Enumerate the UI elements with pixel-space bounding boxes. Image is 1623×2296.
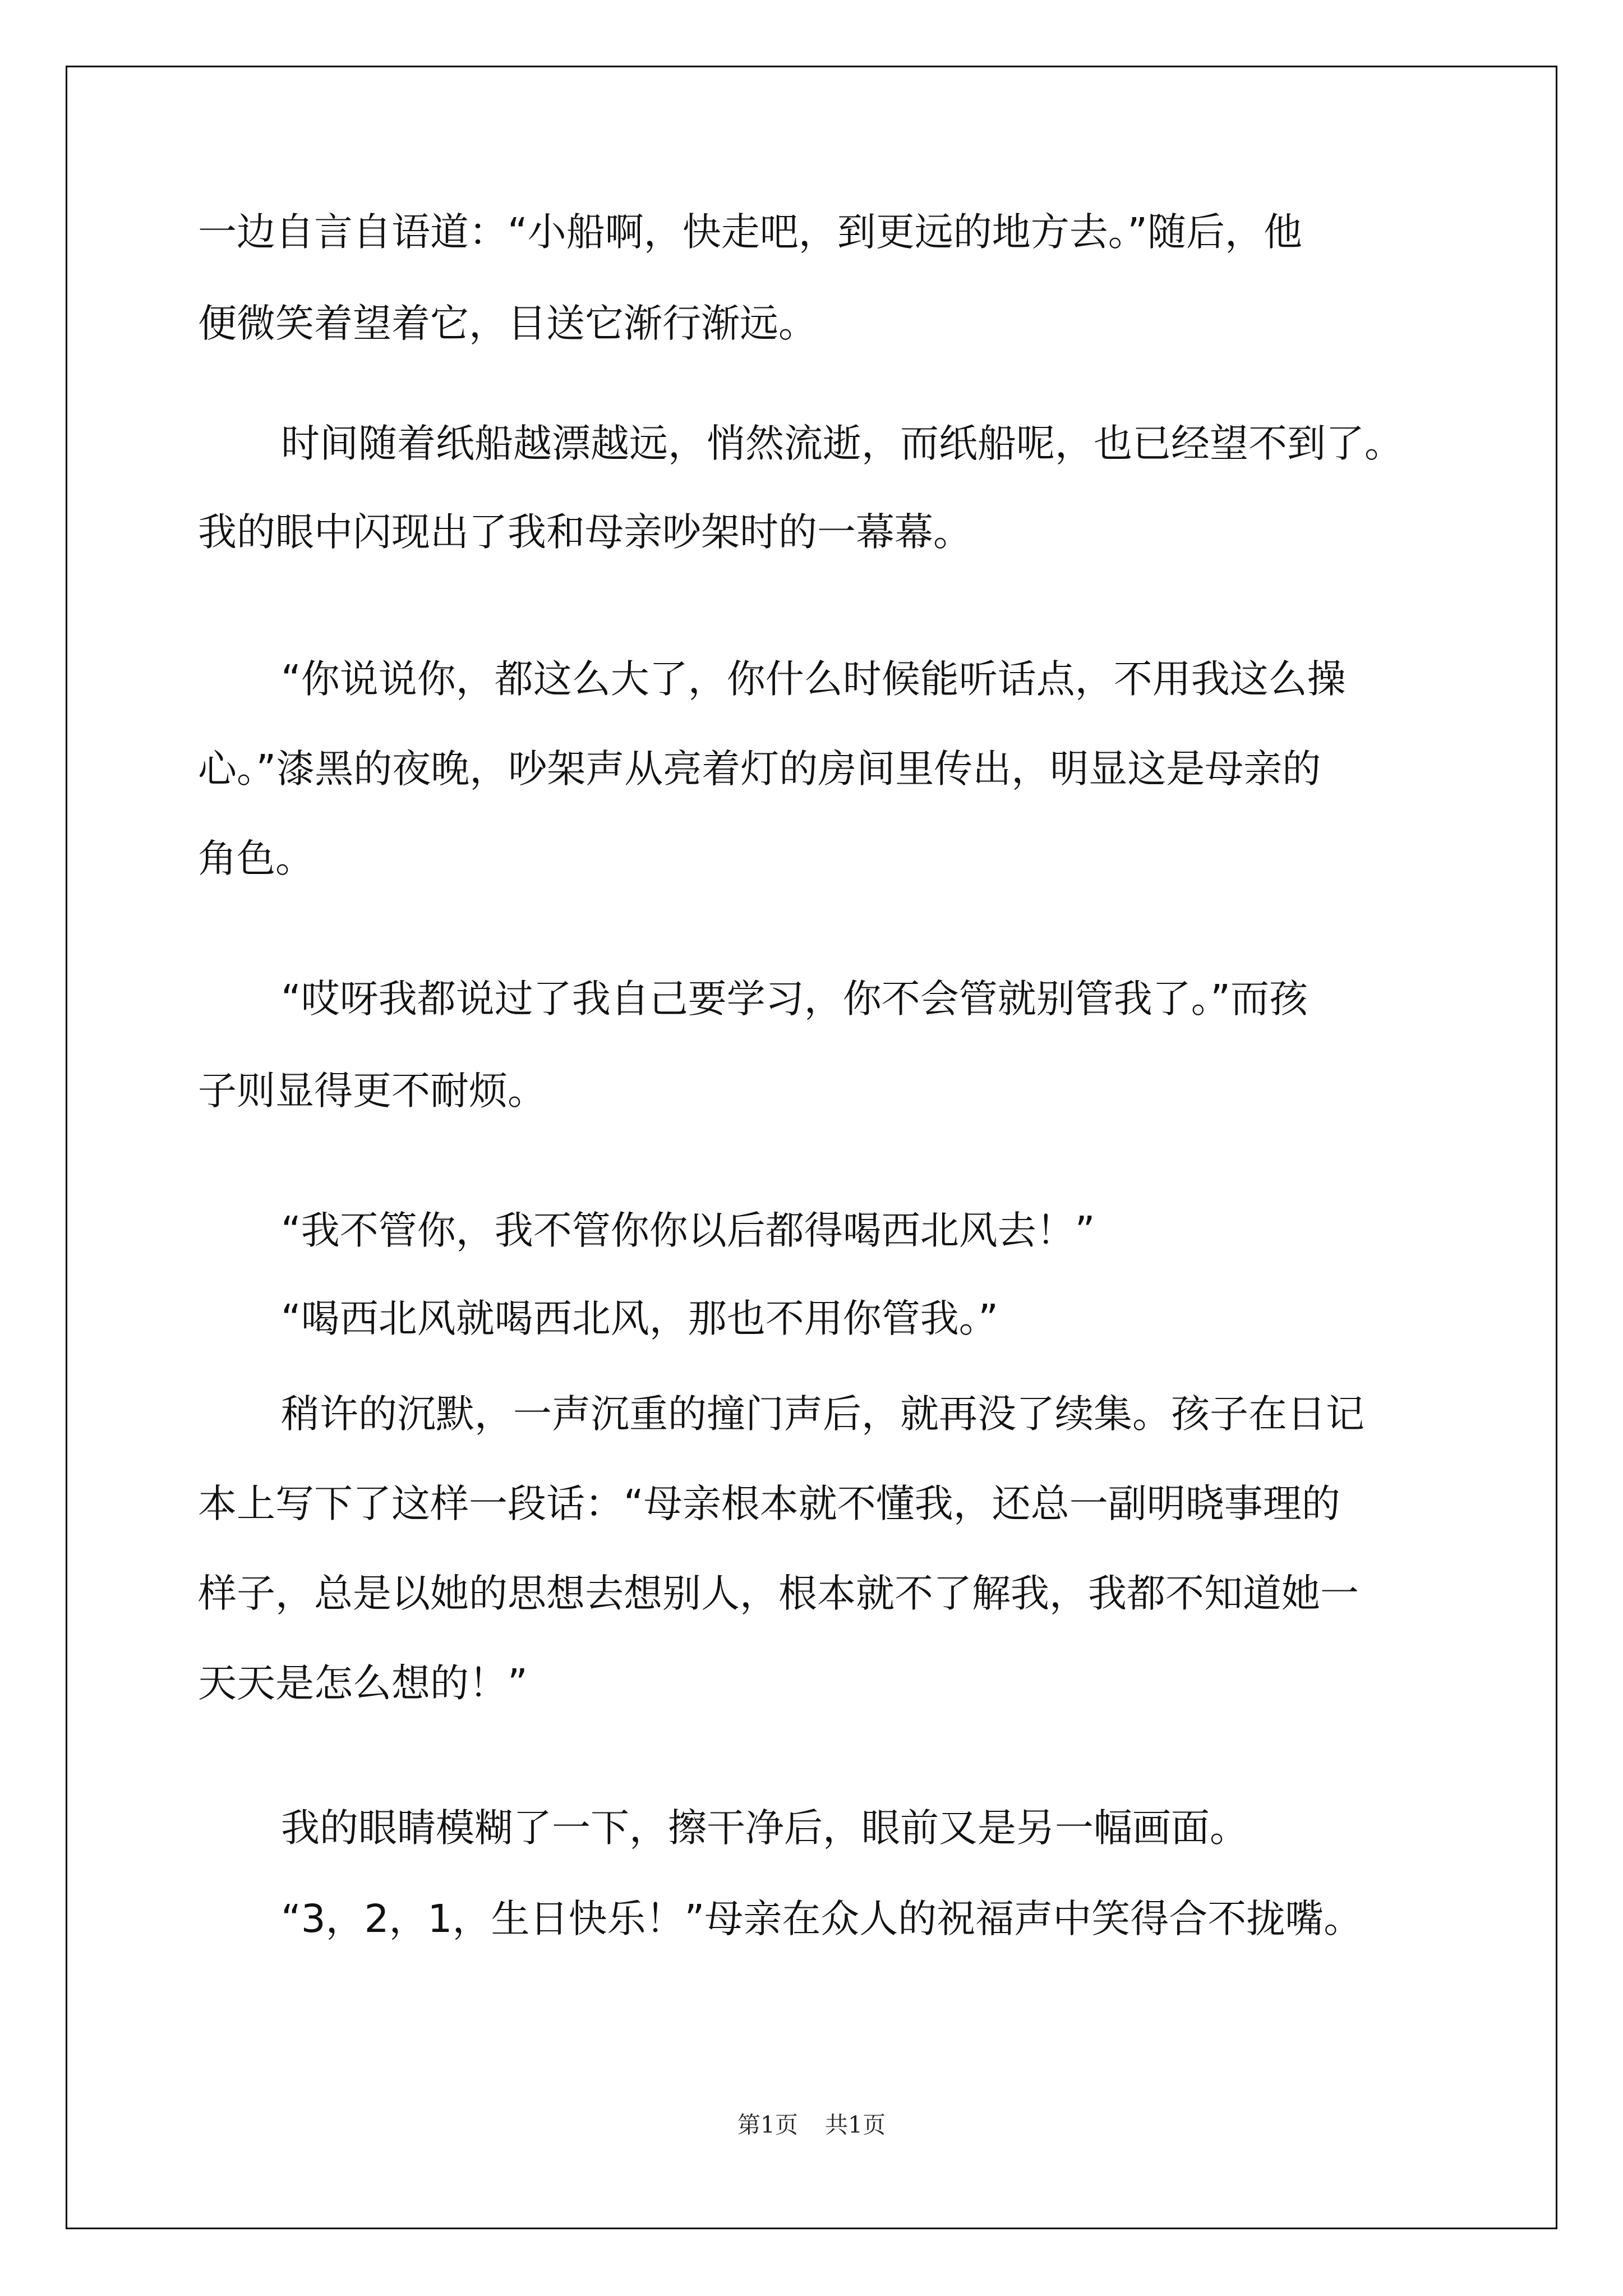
text-line: 稍许的沉默，一声沉重的撞门声后，就再没了续集。孩子在日记 bbox=[281, 1392, 1364, 1437]
text-line: “你说说你，都这么大了，你什么时候能听话点，不用我这么操 bbox=[281, 657, 1346, 702]
text-line: 样子，总是以她的思想去想别人，根本就不了解我，我都不知道她一 bbox=[198, 1571, 1359, 1616]
text-line: 时间随着纸船越漂越远，悄然流逝，而纸船呢，也已经望不到了。 bbox=[281, 421, 1403, 466]
text-line: 一边自言自语道：“小船啊，快走吧，到更远的地方去。”随后，他 bbox=[198, 210, 1302, 255]
text-line: 我的眼中闪现出了我和母亲吵架时的一幕幕。 bbox=[198, 510, 972, 555]
text-line: 天天是怎么想的！” bbox=[198, 1661, 528, 1706]
page-footer bbox=[0, 2106, 1623, 2139]
text-line: 我的眼睛模糊了一下，擦干净后，眼前又是另一幅画面。 bbox=[281, 1806, 1248, 1851]
text-line: “3，2，1，生日快乐！”母亲在众人的祝福声中笑得合不拢嘴。 bbox=[281, 1897, 1363, 1941]
text-line: 心。”漆黑的夜晚，吵架声从亮着灯的房间里传出，明显这是母亲的 bbox=[198, 747, 1321, 792]
text-line: “我不管你，我不管你你以后都得喝西北风去！” bbox=[281, 1208, 1095, 1253]
text-line: “喝西北风就喝西北风，那也不用你管我。” bbox=[281, 1296, 998, 1341]
text-line: “哎呀我都说过了我自己要学习，你不会管就别管我了。”而孩 bbox=[281, 977, 1308, 1022]
text-line: 角色。 bbox=[198, 836, 314, 881]
page-number: 第1页 bbox=[737, 2111, 798, 2138]
text-line: 便微笑着望着它，目送它渐行渐远。 bbox=[198, 301, 817, 346]
text-line: 子则显得更不耐烦。 bbox=[198, 1069, 546, 1114]
page-total: 共1页 bbox=[825, 2111, 886, 2138]
text-line: 本上写下了这样一段话：“母亲根本就不懂我，还总一副明晓事理的 bbox=[198, 1481, 1340, 1526]
